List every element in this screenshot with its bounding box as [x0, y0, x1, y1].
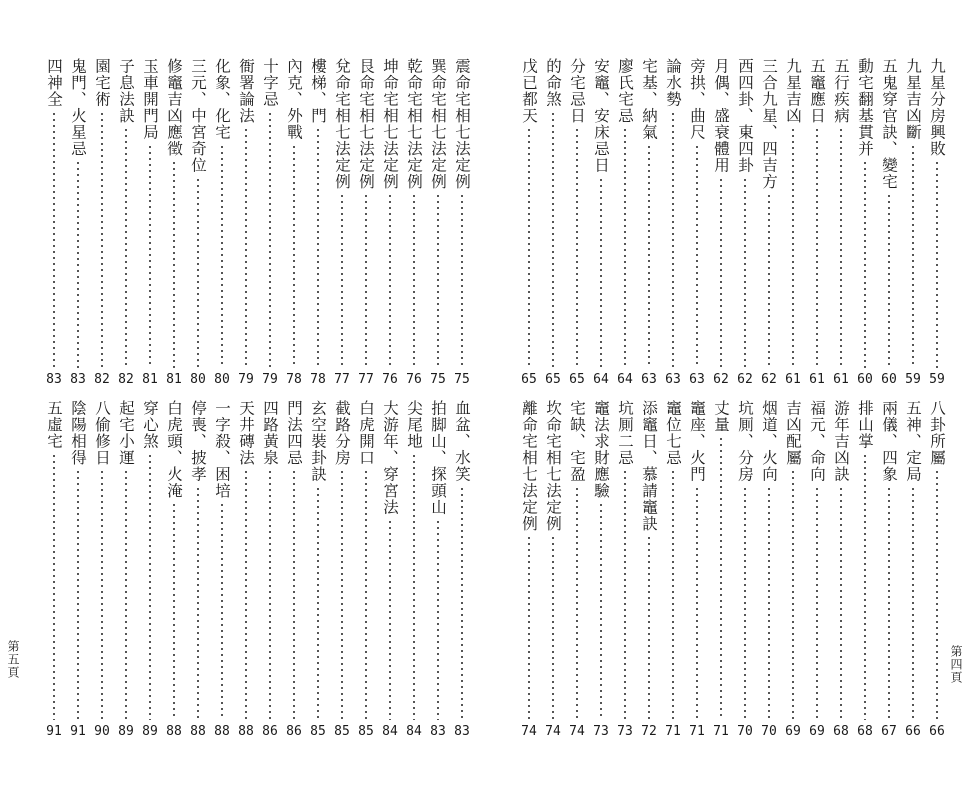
toc-entry-page-number: 89	[142, 724, 158, 739]
toc-entry-title: 截路分房	[333, 400, 351, 466]
toc-entry-title: 三元、中宮奇位	[189, 58, 207, 174]
toc-entry-page-number: 81	[142, 372, 158, 387]
toc-entry-title: 五神、定局	[904, 400, 922, 483]
toc-entry-title: 大游年、穿宮法	[381, 400, 399, 516]
dot-leader	[696, 486, 698, 721]
toc-entry-title: 子息法訣	[117, 58, 135, 124]
toc-entry-title: 停喪、披孝	[189, 400, 207, 483]
toc-entry-title: 陰陽相得	[69, 400, 87, 466]
toc-entry-title: 旁拱、曲尺	[688, 58, 706, 141]
toc-entry-page-number: 82	[118, 372, 134, 387]
toc-entry-title: 游年吉凶訣	[832, 400, 850, 483]
toc-entry-page-number: 74	[569, 724, 585, 739]
toc-entry-title: 竈座、火門	[688, 400, 706, 483]
toc-entry-title: 離命宅相七法定例	[520, 400, 538, 532]
toc-entry-page-number: 88	[214, 724, 230, 739]
dot-leader	[792, 127, 794, 368]
toc-entry-title: 十字忌	[261, 58, 279, 108]
toc-entry-title: 拍脚山、探頭山	[429, 400, 447, 516]
toc-entry-title: 竈法求財應驗	[592, 400, 610, 499]
dot-leader	[197, 177, 199, 369]
toc-entry	[163, 400, 185, 740]
toc-entry-page-number: 85	[334, 724, 350, 739]
toc-entry	[854, 400, 876, 740]
toc-entry-page-number: 65	[521, 372, 537, 387]
dot-leader	[341, 193, 343, 368]
dot-leader	[744, 177, 746, 369]
dot-leader	[792, 469, 794, 720]
toc-entry-page-number: 59	[905, 372, 921, 387]
toc-entry-page-number: 74	[545, 724, 561, 739]
dot-leader	[744, 486, 746, 721]
dot-leader	[528, 127, 530, 368]
toc-entry-title: 福元、命向	[808, 400, 826, 483]
left-page-number-label: 第五頁	[6, 640, 20, 679]
toc-entry-page-number: 77	[358, 372, 374, 387]
dot-leader	[245, 469, 247, 720]
toc-entry	[139, 58, 161, 388]
toc-entry-page-number: 65	[569, 372, 585, 387]
dot-leader	[528, 535, 530, 720]
toc-entry	[614, 400, 636, 740]
toc-entry-page-number: 79	[238, 372, 254, 387]
toc-entry	[139, 400, 161, 740]
dot-leader	[149, 144, 151, 369]
toc-entry-page-number: 70	[737, 724, 753, 739]
toc-entry-page-number: 86	[262, 724, 278, 739]
toc-entry-title: 西四卦、東四卦	[736, 58, 754, 174]
toc-entry	[830, 400, 852, 740]
toc-entry-page-number: 71	[689, 724, 705, 739]
dot-leader	[672, 111, 674, 369]
dot-leader	[413, 193, 415, 368]
toc-entry-page-number: 64	[593, 372, 609, 387]
toc-entry	[451, 400, 473, 740]
dot-leader	[576, 127, 578, 368]
toc-entry-title: 五虛宅	[45, 400, 63, 450]
toc-entry	[662, 58, 684, 388]
toc-entry-title: 宅基、納氣	[640, 58, 658, 141]
toc-entry	[235, 400, 257, 740]
dot-leader	[912, 486, 914, 721]
dot-leader	[149, 453, 151, 721]
toc-entry	[878, 400, 900, 740]
dot-leader	[317, 127, 319, 368]
toc-entry	[163, 58, 185, 388]
toc-entry-title: 添竈日、慕請竈訣	[640, 400, 658, 532]
toc-entry	[902, 58, 924, 388]
toc-entry-page-number: 66	[905, 724, 921, 739]
toc-entry	[307, 400, 329, 740]
toc-entry-title: 尖尾地	[405, 400, 423, 450]
left-page-top-block	[42, 58, 474, 388]
dot-leader	[173, 502, 175, 720]
toc-entry-page-number: 85	[310, 724, 326, 739]
dot-leader	[365, 469, 367, 720]
toc-entry-title: 五行疾病	[832, 58, 850, 124]
toc-entry-page-number: 78	[310, 372, 326, 387]
toc-entry-page-number: 73	[593, 724, 609, 739]
toc-entry-page-number: 88	[238, 724, 254, 739]
toc-entry-title: 三合九星、四吉方	[760, 58, 778, 190]
toc-entry	[403, 400, 425, 740]
toc-entry-page-number: 88	[190, 724, 206, 739]
dot-leader	[269, 111, 271, 369]
dot-leader	[461, 486, 463, 721]
toc-entry-page-number: 69	[785, 724, 801, 739]
toc-entry-page-number: 82	[94, 372, 110, 387]
toc-entry-page-number: 83	[46, 372, 62, 387]
toc-entry	[518, 400, 540, 740]
toc-entry-page-number: 68	[833, 724, 849, 739]
toc-entry	[67, 400, 89, 740]
toc-entry-page-number: 66	[929, 724, 945, 739]
dot-leader	[912, 144, 914, 369]
toc-entry	[710, 58, 732, 388]
toc-entry-page-number: 72	[641, 724, 657, 739]
toc-entry-title: 安竈、安床忌日	[592, 58, 610, 174]
dot-leader	[648, 144, 650, 369]
dot-leader	[125, 469, 127, 720]
toc-entry	[926, 400, 948, 740]
toc-entry	[307, 58, 329, 388]
dot-leader	[816, 486, 818, 721]
dot-leader	[672, 469, 674, 720]
toc-entry-page-number: 61	[833, 372, 849, 387]
toc-entry	[734, 58, 756, 388]
toc-entry-page-number: 76	[382, 372, 398, 387]
toc-entry	[758, 58, 780, 388]
dot-leader	[389, 193, 391, 368]
toc-entry-title: 九星吉凶斷	[904, 58, 922, 141]
dot-leader	[101, 111, 103, 369]
toc-entry-title: 四神全	[45, 58, 63, 108]
toc-entry-title: 血盆、水笑	[453, 400, 471, 483]
toc-entry	[355, 400, 377, 740]
toc-entry	[854, 58, 876, 388]
toc-entry-title: 鬼門、火星忌	[69, 58, 87, 157]
toc-entry-page-number: 62	[737, 372, 753, 387]
toc-entry	[379, 400, 401, 740]
dot-leader	[600, 177, 602, 369]
dot-leader	[461, 193, 463, 368]
toc-entry-title: 廖氏宅忌	[616, 58, 634, 124]
dot-leader	[696, 144, 698, 369]
toc-entry-title: 四路黃泉	[261, 400, 279, 466]
toc-entry-title: 五竈應日	[808, 58, 826, 124]
toc-entry-title: 九星吉凶	[784, 58, 802, 124]
toc-entry-title: 宅缺、宅盈	[568, 400, 586, 483]
toc-entry	[686, 58, 708, 388]
toc-entry-page-number: 89	[118, 724, 134, 739]
toc-entry	[43, 400, 65, 740]
toc-entry-title: 起宅小運	[117, 400, 135, 466]
toc-entry	[427, 58, 449, 388]
dot-leader	[576, 486, 578, 721]
toc-entry	[686, 400, 708, 740]
toc-entry-page-number: 70	[761, 724, 777, 739]
dot-leader	[437, 519, 439, 721]
dot-leader	[864, 453, 866, 721]
toc-entry-page-number: 81	[166, 372, 182, 387]
toc-entry	[782, 400, 804, 740]
toc-entry-page-number: 63	[689, 372, 705, 387]
right-page	[487, 0, 973, 796]
dot-leader	[888, 486, 890, 721]
toc-entry-title: 分宅忌日	[568, 58, 586, 124]
dot-leader	[341, 469, 343, 720]
toc-entry	[259, 400, 281, 740]
toc-entry-page-number: 85	[358, 724, 374, 739]
toc-entry-page-number: 78	[286, 372, 302, 387]
toc-entry-title: 兩儀、四象	[880, 400, 898, 483]
toc-entry-page-number: 67	[881, 724, 897, 739]
dot-leader	[413, 453, 415, 721]
toc-entry-title: 白虎頭、火淹	[165, 400, 183, 499]
toc-entry	[638, 400, 660, 740]
toc-entry-page-number: 80	[190, 372, 206, 387]
toc-entry-page-number: 77	[334, 372, 350, 387]
toc-entry-page-number: 68	[857, 724, 873, 739]
toc-entry-page-number: 84	[382, 724, 398, 739]
dot-leader	[840, 127, 842, 368]
toc-entry-title: 一字殺、困培	[213, 400, 231, 499]
toc-entry	[427, 400, 449, 740]
toc-entry-title: 修竈吉凶應徵	[165, 58, 183, 157]
toc-entry-page-number: 61	[809, 372, 825, 387]
toc-entry-title: 震命宅相七法定例	[453, 58, 471, 190]
dot-leader	[389, 519, 391, 721]
dot-leader	[101, 469, 103, 720]
toc-entry-page-number: 60	[881, 372, 897, 387]
toc-entry-title: 艮命宅相七法定例	[357, 58, 375, 190]
toc-entry-title: 兌命宅相七法定例	[333, 58, 351, 190]
toc-entry	[403, 58, 425, 388]
toc-entry-page-number: 61	[785, 372, 801, 387]
toc-entry-title: 天井磚法	[237, 400, 255, 466]
dot-leader	[245, 127, 247, 368]
toc-entry	[926, 58, 948, 388]
dot-leader	[293, 144, 295, 369]
toc-entry-page-number: 83	[430, 724, 446, 739]
toc-entry-page-number: 74	[521, 724, 537, 739]
toc-entry-title: 門法四忌	[285, 400, 303, 466]
toc-entry	[211, 400, 233, 740]
toc-entry	[91, 400, 113, 740]
toc-entry	[235, 58, 257, 388]
toc-entry	[590, 58, 612, 388]
toc-entry-page-number: 90	[94, 724, 110, 739]
dot-leader	[293, 469, 295, 720]
dot-leader	[53, 453, 55, 721]
toc-entry	[542, 400, 564, 740]
toc-entry	[115, 58, 137, 388]
toc-entry-title: 論水勢	[664, 58, 682, 108]
toc-entry	[566, 400, 588, 740]
dot-leader	[888, 193, 890, 368]
toc-entry-page-number: 73	[617, 724, 633, 739]
toc-entry	[259, 58, 281, 388]
toc-entry-title: 化象、化宅	[213, 58, 231, 141]
dot-leader	[600, 502, 602, 720]
toc-entry-title: 樓梯、門	[309, 58, 327, 124]
toc-entry-page-number: 86	[286, 724, 302, 739]
dot-leader	[648, 535, 650, 720]
toc-entry-title: 坑厠二忌	[616, 400, 634, 466]
toc-entry	[638, 58, 660, 388]
dot-leader	[269, 469, 271, 720]
toc-entry-page-number: 84	[406, 724, 422, 739]
toc-entry-title: 丈量	[712, 400, 730, 433]
dot-leader	[720, 177, 722, 369]
toc-entry-title: 坤命宅相七法定例	[381, 58, 399, 190]
toc-entry	[830, 58, 852, 388]
toc-entry-page-number: 83	[454, 724, 470, 739]
toc-entry-title: 白虎開口	[357, 400, 375, 466]
dot-leader	[624, 127, 626, 368]
toc-entry	[43, 58, 65, 388]
dot-leader	[552, 535, 554, 720]
dot-leader	[317, 486, 319, 721]
dot-leader	[437, 193, 439, 368]
dot-leader	[936, 160, 938, 368]
toc-entry-page-number: 64	[617, 372, 633, 387]
toc-entry-title: 乾命宅相七法定例	[405, 58, 423, 190]
dot-leader	[365, 193, 367, 368]
right-page-number-label: 第四頁	[949, 645, 963, 684]
toc-entry	[283, 58, 305, 388]
toc-entry	[710, 400, 732, 740]
toc-entry	[782, 58, 804, 388]
toc-entry-title: 月偶、盛衰體用	[712, 58, 730, 174]
toc-entry-page-number: 59	[929, 372, 945, 387]
toc-entry-title: 排山掌	[856, 400, 874, 450]
toc-entry-title: 內克、外戰	[285, 58, 303, 141]
toc-entry-page-number: 80	[214, 372, 230, 387]
toc-entry-title: 吉凶配屬	[784, 400, 802, 466]
toc-entry-page-number: 91	[70, 724, 86, 739]
toc-entry-title: 的命煞	[544, 58, 562, 108]
toc-entry-page-number: 91	[46, 724, 62, 739]
toc-entry	[518, 58, 540, 388]
toc-entry-page-number: 63	[665, 372, 681, 387]
toc-entry-title: 五鬼穿官訣、變宅	[880, 58, 898, 190]
toc-entry	[566, 58, 588, 388]
toc-entry-title: 戊已都天	[520, 58, 538, 124]
toc-entry-title: 玉車開門局	[141, 58, 159, 141]
dot-leader	[720, 436, 722, 720]
toc-entry-title: 坎命宅相七法定例	[544, 400, 562, 532]
right-page-top-block	[517, 58, 949, 388]
toc-entry-page-number: 88	[166, 724, 182, 739]
dot-leader	[221, 502, 223, 720]
toc-entry-title: 巽命宅相七法定例	[429, 58, 447, 190]
toc-entry-title: 九星分房興敗	[928, 58, 946, 157]
toc-entry	[902, 400, 924, 740]
toc-entry	[91, 58, 113, 388]
dot-leader	[173, 160, 175, 368]
toc-entry-page-number: 60	[857, 372, 873, 387]
toc-entry-title: 動宅翻基貫并	[856, 58, 874, 157]
dot-leader	[840, 486, 842, 721]
toc-entry	[662, 400, 684, 740]
toc-entry-title: 八卦所屬	[928, 400, 946, 466]
toc-entry	[331, 400, 353, 740]
dot-leader	[221, 144, 223, 369]
toc-entry-title: 穿心煞	[141, 400, 159, 450]
toc-entry-title: 烟道、火向	[760, 400, 778, 483]
toc-entry-page-number: 83	[70, 372, 86, 387]
toc-entry	[542, 58, 564, 388]
dot-leader	[816, 127, 818, 368]
dot-leader	[53, 111, 55, 369]
toc-entry	[878, 58, 900, 388]
toc-entry	[187, 58, 209, 388]
toc-entry	[806, 400, 828, 740]
toc-entry-page-number: 62	[761, 372, 777, 387]
toc-entry-page-number: 62	[713, 372, 729, 387]
toc-entry	[590, 400, 612, 740]
toc-entry-title: 坑厠、分房	[736, 400, 754, 483]
toc-entry-title: 竈位七忌	[664, 400, 682, 466]
toc-entry	[806, 58, 828, 388]
dot-leader	[768, 486, 770, 721]
dot-leader	[125, 127, 127, 368]
toc-entry-title: 衙署論法	[237, 58, 255, 124]
dot-leader	[77, 160, 79, 368]
toc-entry	[451, 58, 473, 388]
toc-entry-title: 玄空裝卦訣	[309, 400, 327, 483]
toc-entry	[115, 400, 137, 740]
dot-leader	[864, 160, 866, 368]
toc-entry	[614, 58, 636, 388]
toc-entry-page-number: 79	[262, 372, 278, 387]
toc-entry-page-number: 75	[430, 372, 446, 387]
toc-entry-page-number: 65	[545, 372, 561, 387]
toc-entry-page-number: 71	[665, 724, 681, 739]
dot-leader	[936, 469, 938, 720]
toc-entry-title: 園宅術	[93, 58, 111, 108]
toc-entry	[331, 58, 353, 388]
left-page-bottom-block	[42, 400, 474, 740]
dot-leader	[552, 111, 554, 369]
toc-entry	[67, 58, 89, 388]
toc-entry-page-number: 76	[406, 372, 422, 387]
toc-entry	[355, 58, 377, 388]
dot-leader	[77, 469, 79, 720]
toc-entry	[379, 58, 401, 388]
toc-entry-page-number: 75	[454, 372, 470, 387]
toc-entry	[283, 400, 305, 740]
toc-entry	[211, 58, 233, 388]
toc-entry	[734, 400, 756, 740]
right-page-bottom-block	[517, 400, 949, 740]
toc-entry-page-number: 63	[641, 372, 657, 387]
toc-entry-page-number: 71	[713, 724, 729, 739]
dot-leader	[624, 469, 626, 720]
toc-entry	[187, 400, 209, 740]
toc-entry-title: 八偷修日	[93, 400, 111, 466]
dot-leader	[768, 193, 770, 368]
toc-entry-page-number: 69	[809, 724, 825, 739]
dot-leader	[197, 486, 199, 721]
toc-entry	[758, 400, 780, 740]
